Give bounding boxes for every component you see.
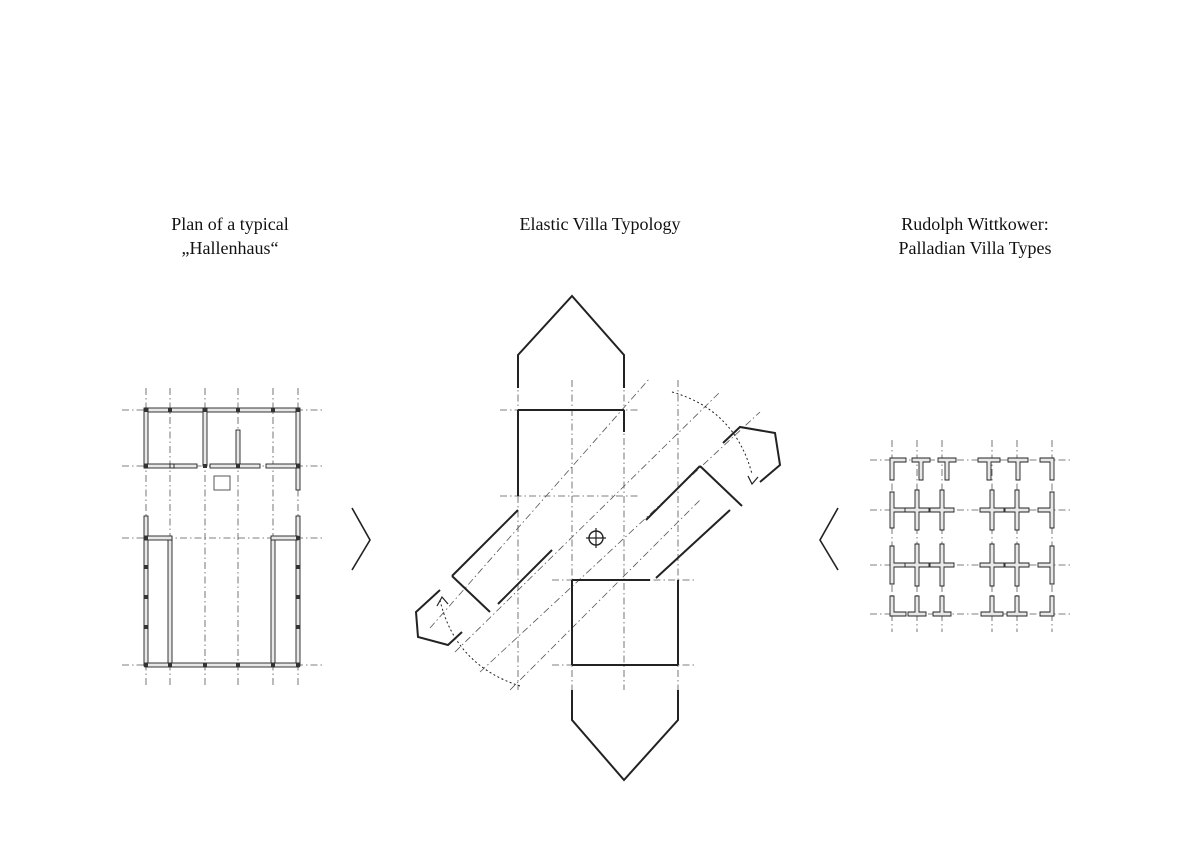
caption-palladian-villa: Rudolph Wittkower: Palladian Villa Types: [898, 214, 1052, 258]
caption-elastic-villa: Elastic Villa Typology: [519, 214, 681, 234]
elastic-villa-diagram: [416, 296, 780, 780]
elastic-villa-axes: [430, 378, 760, 690]
villa-top-wing: [518, 296, 624, 496]
villa-bottom-wing: [572, 580, 678, 780]
palladian-villa-grid: [870, 440, 1072, 632]
hallenhaus-plan: [122, 388, 322, 688]
rotation-arcs: [437, 392, 758, 686]
hallenhaus-walls: [144, 408, 300, 667]
villa-left-rotated-wing: [416, 510, 552, 645]
villa-right-rotated-wing: [646, 427, 780, 578]
chevron-left-icon: [820, 508, 838, 570]
palladian-walls: [890, 458, 1054, 616]
center-crosshair-icon: [586, 528, 606, 548]
palladian-grid-axes: [870, 440, 1072, 632]
chevron-right-icon: [352, 508, 370, 570]
caption-hallenhaus: Plan of a typical „Hallenhaus“: [171, 214, 289, 258]
